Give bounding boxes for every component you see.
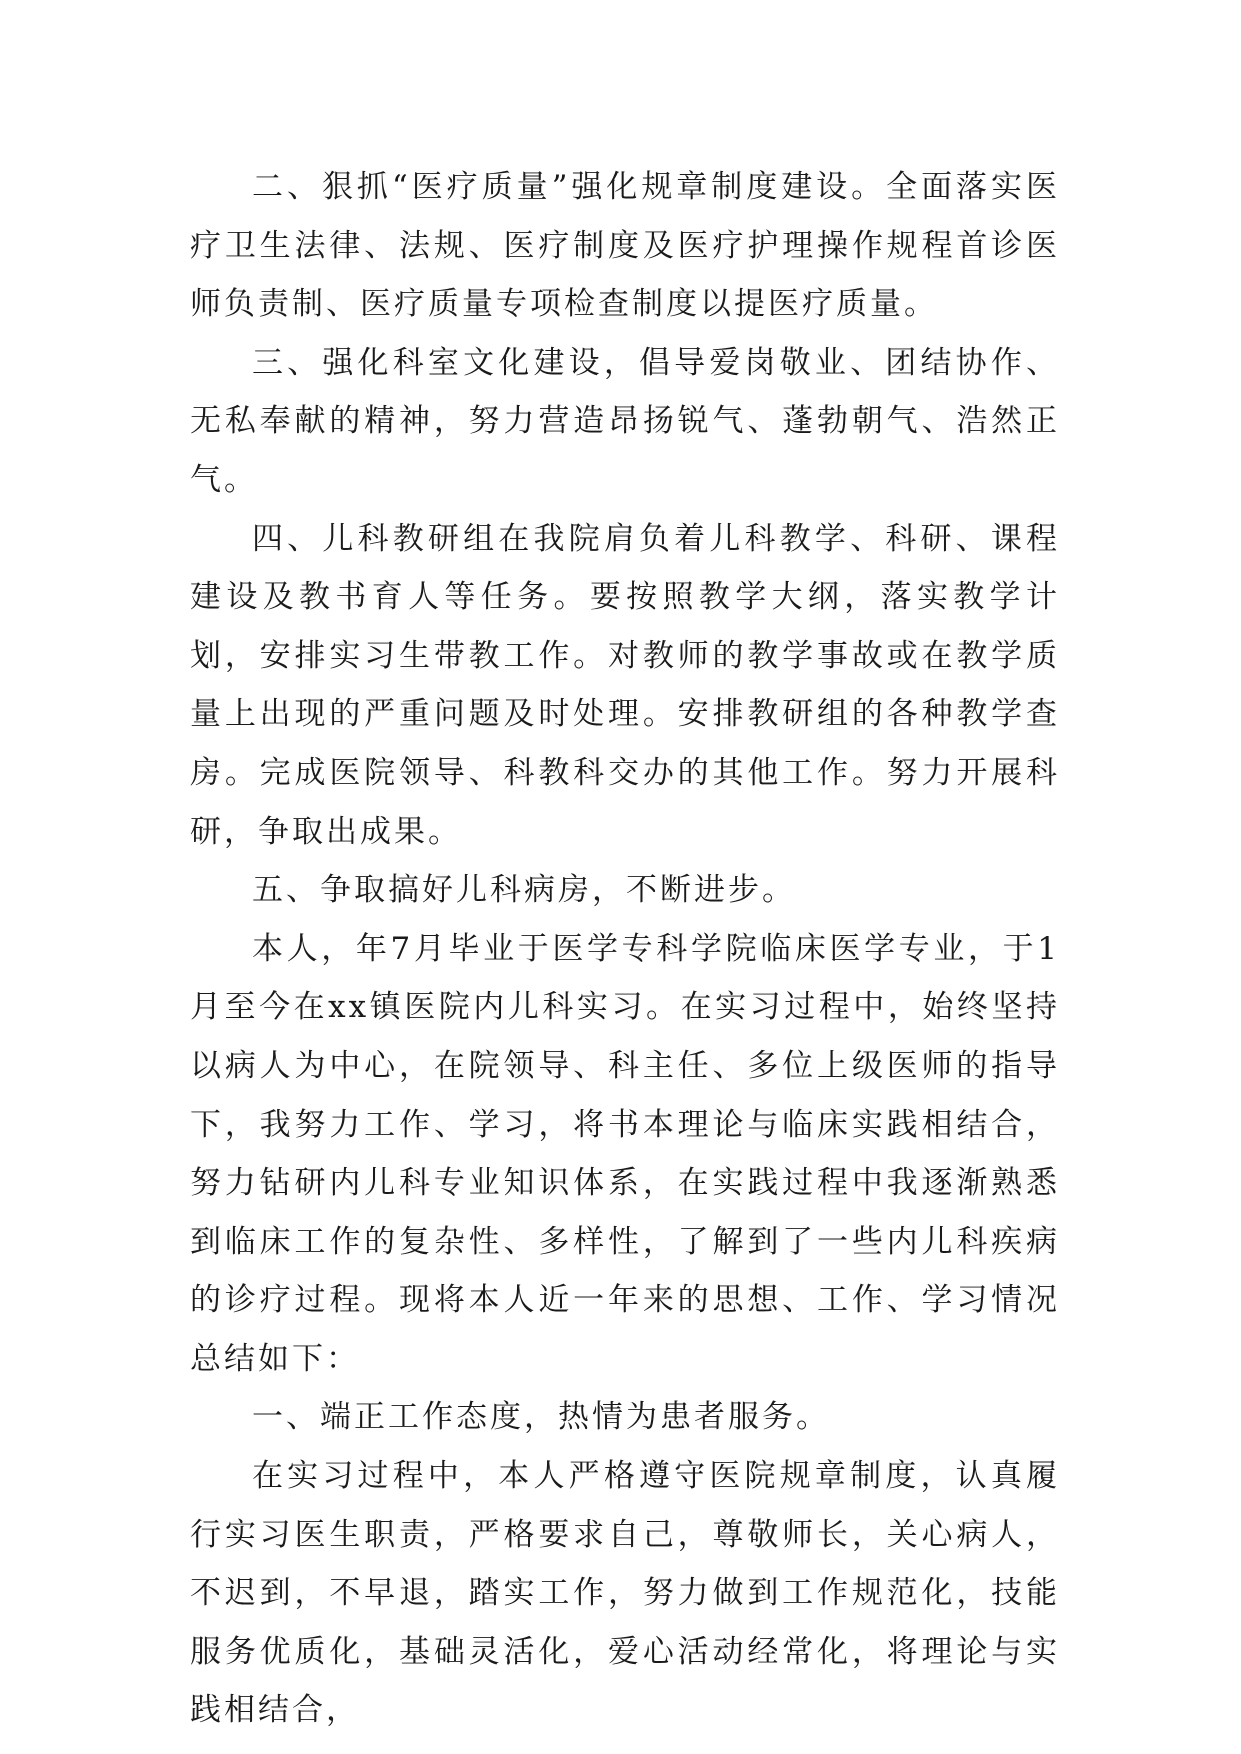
paragraph-internship-conduct: 在实习过程中，本人严格遵守医院规章制度，认真履行实习医生职责，严格要求自己，尊敬师长，关心病人，不迟到，不早退，踏实工作，努力做到工作规范化，技能服务优质化，基础灵活化，爱心活动经常化，将理论与实践相结合， xyxy=(190,1458,1060,1729)
paragraph-teaching-research: 四、儿科教研组在我院肩负着儿科教学、科研、课程建设及教书育人等任务。要按照教学大纲，落实教学计划，安排实习生带教工作。对教师的教学事故或在教学质量上出现的严重问题及时处理。安排教研组的各种教学查房。完成医院领导、科教科交办的其他工作。努力开展科研，争取出成果。 xyxy=(190,520,1060,850)
paragraph-medical-quality: 二、狠抓“医疗质量”强化规章制度建设。全面落实医疗卫生法律、法规、医疗制度及医疗护理操作规程首诊医师负责制、医疗质量专项检查制度以提医疗质量。 xyxy=(190,169,1060,323)
paragraph-self-introduction: 本人，年7月毕业于医学专科学院临床医学专业，于1月至今在xx镇医院内儿科实习。在实习过程中，始终坚持以病人为中心，在院领导、科主任、多位上级医师的指导下，我努力工作、学习，将书本理论与临床实践相结合，努力钻研内儿科专业知识体系，在实践过程中我逐渐熟悉到临床工作的复杂性、多样性，了解到了一些内儿科疾病的诊疗过程。现将本人近一年来的思想、工作、学习情况总结如下： xyxy=(190,930,1060,1377)
paragraph-department-culture: 三、强化科室文化建设，倡导爱岗敬业、团结协作、无私奉献的精神，努力营造昂扬锐气、蓬勃朝气、浩然正气。 xyxy=(190,344,1060,498)
document-body xyxy=(190,158,1060,1740)
paragraph-work-attitude-heading: 一、端正工作态度，热情为患者服务。 xyxy=(252,1399,830,1436)
paragraph-pediatric-ward: 五、争取搞好儿科病房，不断进步。 xyxy=(252,872,796,909)
